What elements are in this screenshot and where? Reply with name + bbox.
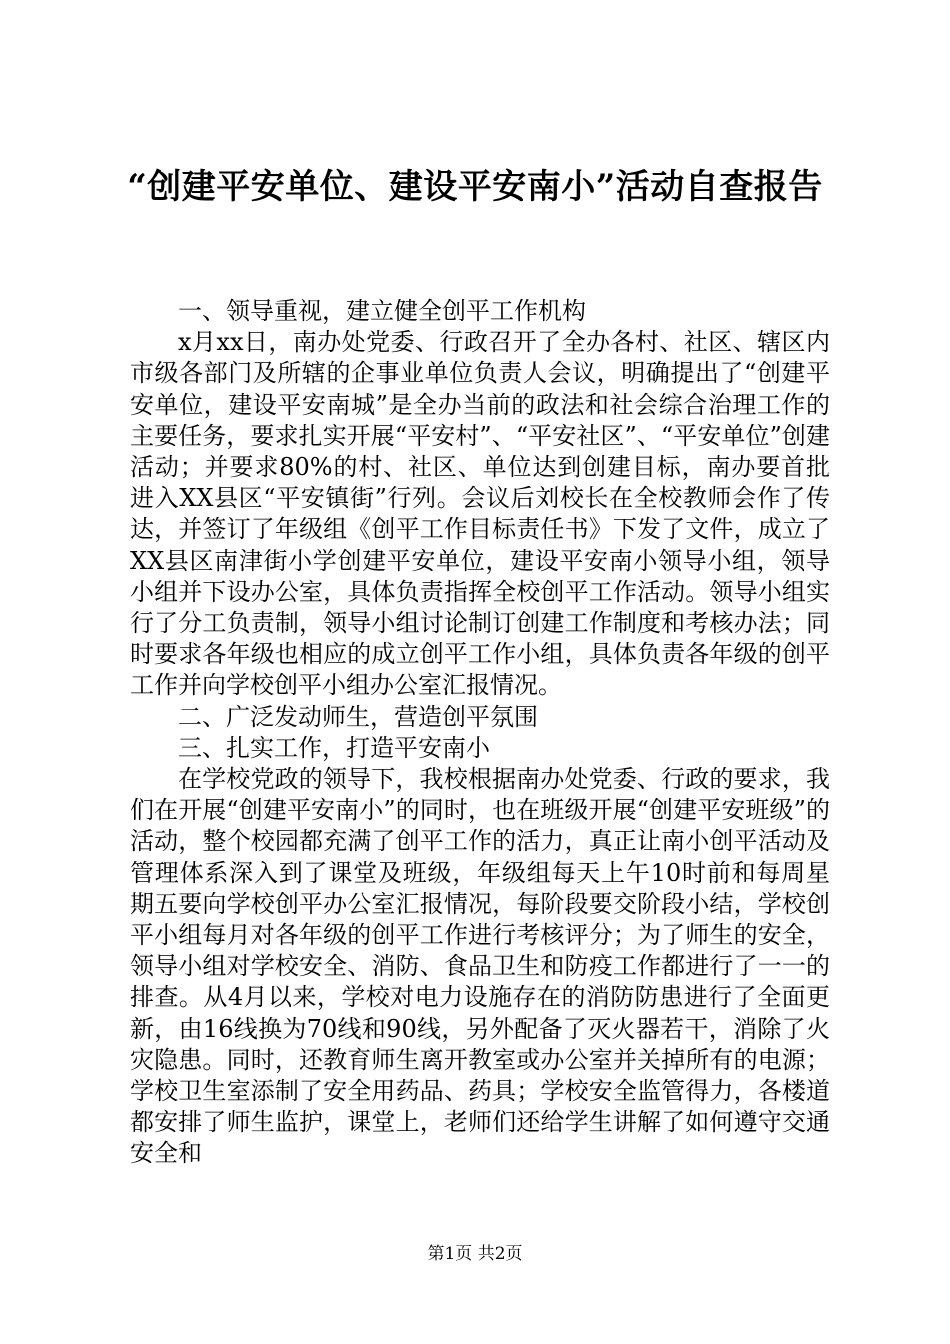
body-paragraph-1: x月xx日，南办处党委、行政召开了全办各村、社区、辖区内市级各部门及所辖的企事业单位负责人会议，明确提出了“创建平安单位，建设平安南城”是全办当前的政法和社会综合治理工作的主要任务，要求扎实开展“平安村”、“平安社区”、“平安单位”创建活动；并要求80%的村、社区、单位达到创建目标，南办要首批进入XX县区“平安镇街”行列。会议后刘校长在全校教师会作了传达，并签订了年级组《创平工作目标责任书》下发了文件，成立了XX县区南津街小学创建平安单位，建设平安南小领导小组，领导小组并下设办公室，具体负责指挥全校创平工作活动。领导小组实行了分工负责制，领导小组讨论制订创建工作制度和考核办法；同时要求各年级也相应的成立创平工作小组，具体负责各年级的创平工作并向学校创平小组办公室汇报情况。 <box>130 328 830 700</box>
section-heading-3: 三、扎实工作，打造平安南小 <box>178 733 490 762</box>
body-paragraph-2: 在学校党政的领导下，我校根据南办处党委、行政的要求，我们在开展“创建平安南小”的同时，也在班级开展“创建平安班级”的活动，整个校园都充满了创平工作的活力，真正让南小创平活动及管理体系深入到了课堂及班级，年级组每天上午10时前和每周星期五要向学校创平办公室汇报情况，每阶段要交阶段小结，学校创平小组每月对各年级的创平工作进行考核评分；为了师生的安全，领导小组对学校安全、消防、食品卫生和防疫工作都进行了一一的排查。从4月以来，学校对电力设施存在的消防防患进行了全面更新，由16线换为70线和90线，另外配备了灭火器若干，消除了火灾隐患。同时，还教育师生离开教室或办公室并关掉所有的电源；学校卫生室添制了安全用药品、药具；学校安全监管得力，各楼道都安排了师生监护，课堂上，老师们还给学生讲解了如何遵守交通安全和 <box>130 765 830 1168</box>
section-heading-1: 一、领导重视，建立健全创平工作机构 <box>178 297 586 325</box>
section-heading-2: 二、广泛发动师生，营造创平氛围 <box>178 702 538 731</box>
page-footer: 第1页 共2页 <box>427 1244 523 1264</box>
document-body <box>130 296 830 1170</box>
document-title: “创建平安单位、建设平安南小”活动自查报告 <box>127 167 823 207</box>
